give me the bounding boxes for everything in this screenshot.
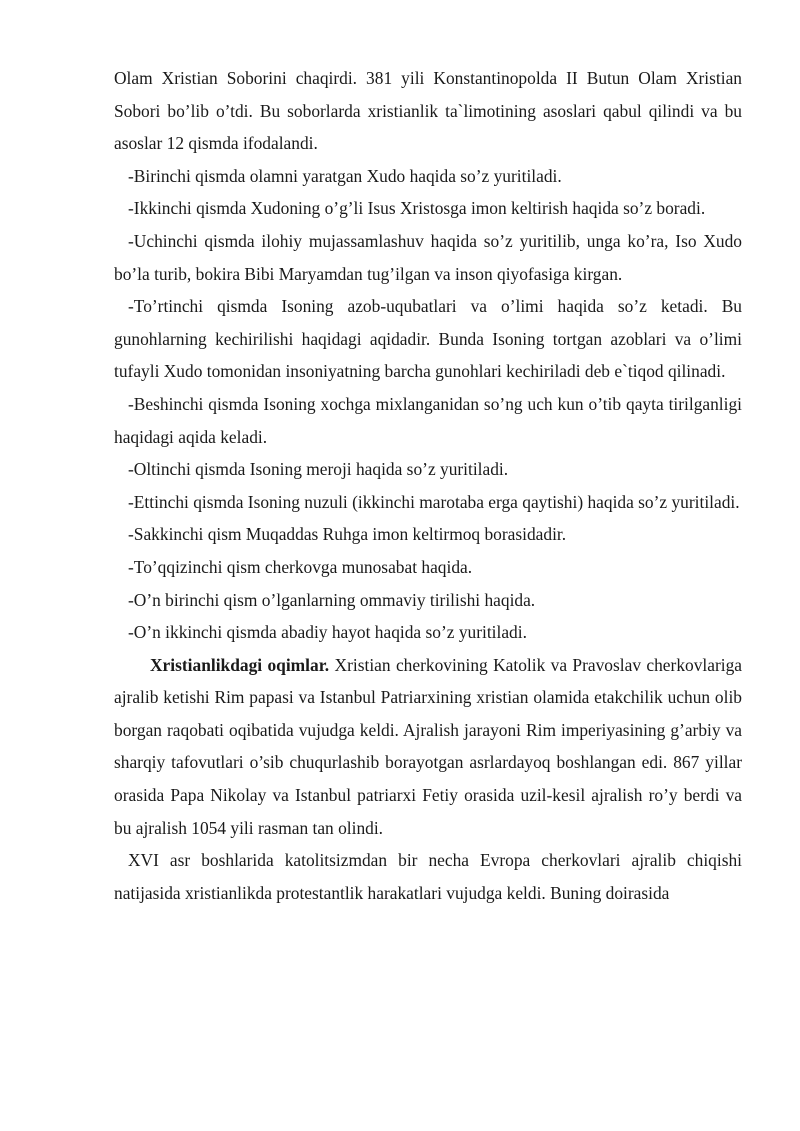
section-heading: Xristianlikdagi oqimlar. [150,654,330,675]
paragraph-part-11: -O’n birinchi qism o’lganlarning ommaviy tirilishi haqida. [128,589,536,610]
section-paragraph [114,649,742,845]
section-body: Xristian cherkovining Katolik va Pravoslav cherkovlariga ajralib ketishi Rim papasi va Istanbul Patriarxining xristian olamida etakchilik uchun olib borgan raqobati oqibatida vujudga keldi. Ajralish jarayoni Rim imperiyasining g’arbiy va sharqiy tafovutlari o’sib chuqurlashib borayotgan asrlardayoq boshlangan edi. 867 yillar orasida Papa Nikolay va Istanbul patriarxi Fetiy orasida uzil-kesil ajralish ro’y berdi va bu ajralish 1054 yili rasman tan olindi. [114,654,742,838]
paragraph-part-7: -Ettinchi qismda Isoning nuzuli (ikkinchi marotaba erga qaytishi) haqida so’z yuritiladi. [128,491,740,512]
paragraph-part-4: -To’rtinchi qismda Isoning azob-uqubatlari va o’limi haqida so’z ketadi. Bu gunohlarning kechirilishi haqidagi aqidadir. Bunda Isoning tortgan azoblari va o’limi tufayli Xudo tomonidan insoniyatning barcha gunohlari kechiriladi deb e`tiqod qilinadi. [114,296,742,382]
paragraph-part-12: -O’n ikkinchi qismda abadiy hayot haqida so’z yuritiladi. [128,622,527,643]
paragraph-part-1: -Birinchi qismda olamni yaratgan Xudo haqida so’z yuritiladi. [128,165,562,186]
paragraph-protestantism: XVI asr boshlarida katolitsizmdan bir necha Evropa cherkovlari ajralib chiqishi natijasida xristianlikda protestantlik harakatlari vujudga keldi. Buning doirasida [114,850,742,903]
paragraph-part-8: -Sakkinchi qism Muqaddas Ruhga imon keltirmoq borasidadir. [128,524,567,545]
document-page [114,62,742,909]
paragraph-part-3: -Uchinchi qismda ilohiy mujassamlashuv haqida so’z yuritilib, unga ko’ra, Iso Xudo bo’la turib, bokira Bibi Maryamdan tug’ilgan va inson qiyofasiga kirgan. [114,230,742,284]
paragraph-part-6: -Oltinchi qismda Isoning meroji haqida so’z yuritiladi. [128,459,509,480]
paragraph-part-2: -Ikkinchi qismda Xudoning o’g’li Isus Xristosga imon keltirish haqida so’z boradi. [128,198,706,219]
paragraph-part-9: -To’qqizinchi qism cherkovga munosabat haqida. [128,556,473,577]
paragraph-intro: Olam Xristian Soborini chaqirdi. 381 yili Konstantinopolda II Butun Olam Xristian Sobori bo’lib o’tdi. Bu soborlarda xristianlik ta`limotining asoslari qabul qilindi va bu asoslar 12 qismda ifodalandi. [114,68,742,154]
paragraph-part-5: -Beshinchi qismda Isoning xochga mixlanganidan so’ng uch kun o’tib qayta tirilganligi haqidagi aqida keladi. [114,393,742,447]
